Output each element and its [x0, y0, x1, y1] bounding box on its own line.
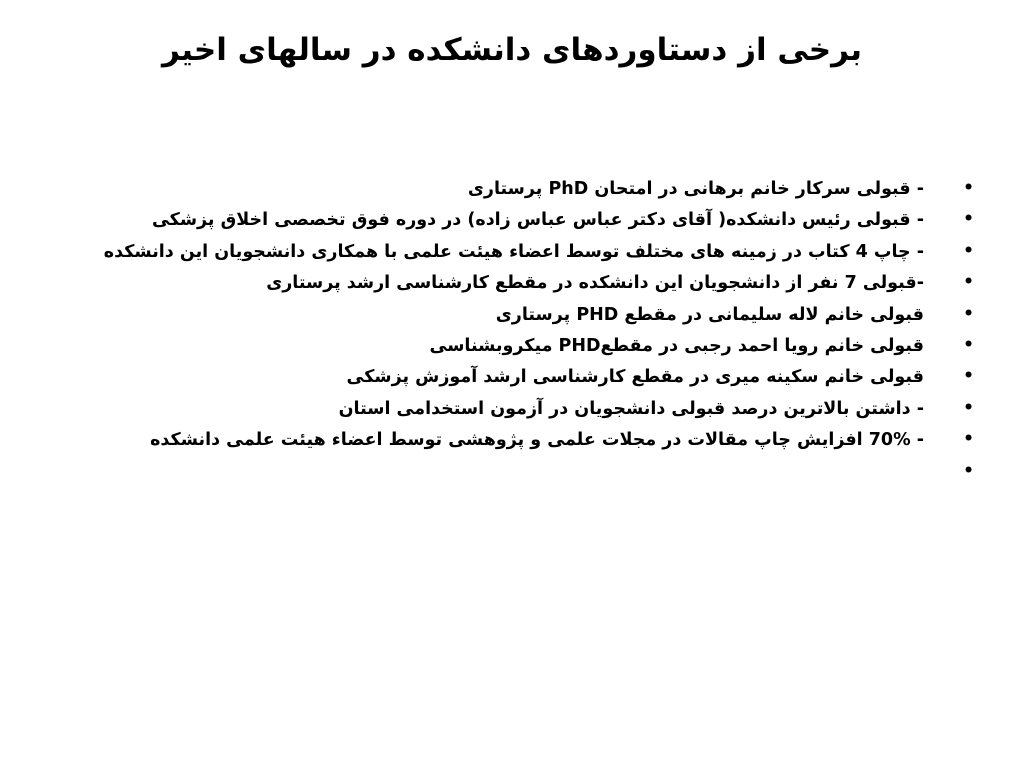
bullet-icon: • [963, 209, 974, 230]
bullet-icon: • [963, 334, 974, 355]
bullet-text: قبولی خانم لاله سلیمانی در مقطع PHD پرستاری [495, 304, 924, 325]
slide-title: برخی از دستاوردهای دانشکده در سالهای اخیر [161, 32, 862, 68]
bullet-item [60, 178, 974, 200]
bullet-text: - 70% افزایش چاپ مقالات در مجلات علمی و پژوهشی توسط اعضاء هیئت علمی دانشکده [150, 430, 924, 451]
bullet-item [60, 429, 974, 451]
bullet-icon: • [963, 303, 974, 324]
bullet-text: قبولی خانم سکینه میری در مقطع کارشناسی ارشد آموزش پزشکی [346, 367, 924, 388]
bullet-text: - داشتن بالاترین درصد قبولی دانشجویان در آزمون استخدامی استان [338, 398, 924, 419]
bullet-item [60, 334, 974, 357]
bullet-icon: • [963, 366, 974, 387]
bullet-item [60, 272, 974, 294]
bullet-icon: • [963, 178, 974, 198]
bullet-icon: • [963, 460, 974, 481]
bullet-icon: • [963, 397, 974, 418]
bullet-icon: • [963, 240, 974, 261]
bullet-item [60, 366, 974, 388]
bullet-text: قبولی خانم رویا احمد رجبی در مقطعPHD میکروبشناسی [429, 335, 924, 356]
bullet-icon: • [963, 429, 974, 450]
bullet-item [60, 209, 974, 231]
bullet-list [60, 178, 974, 481]
bullet-text: - چاپ 4 کتاب در زمینه های مختلف توسط اعضاء هیئت علمی با همکاری دانشجویان این دانشکده [103, 241, 924, 262]
bullet-icon: • [963, 272, 974, 293]
bullet-text: -قبولی 7 نفر از دانشجویان این دانشکده در مقطع کارشناسی ارشد پرستاری [266, 273, 924, 294]
bullet-item [60, 397, 974, 420]
bullet-item [60, 240, 974, 263]
bullet-text: - قبولی رئیس دانشکده( آقای دکتر عباس عباس زاده) در دوره فوق تخصصی اخلاق پزشکی [151, 210, 924, 231]
bullet-item [60, 303, 974, 326]
bullet-text: - قبولی سرکار خانم برهانی در امتحان PhD پرستاری [467, 179, 924, 199]
